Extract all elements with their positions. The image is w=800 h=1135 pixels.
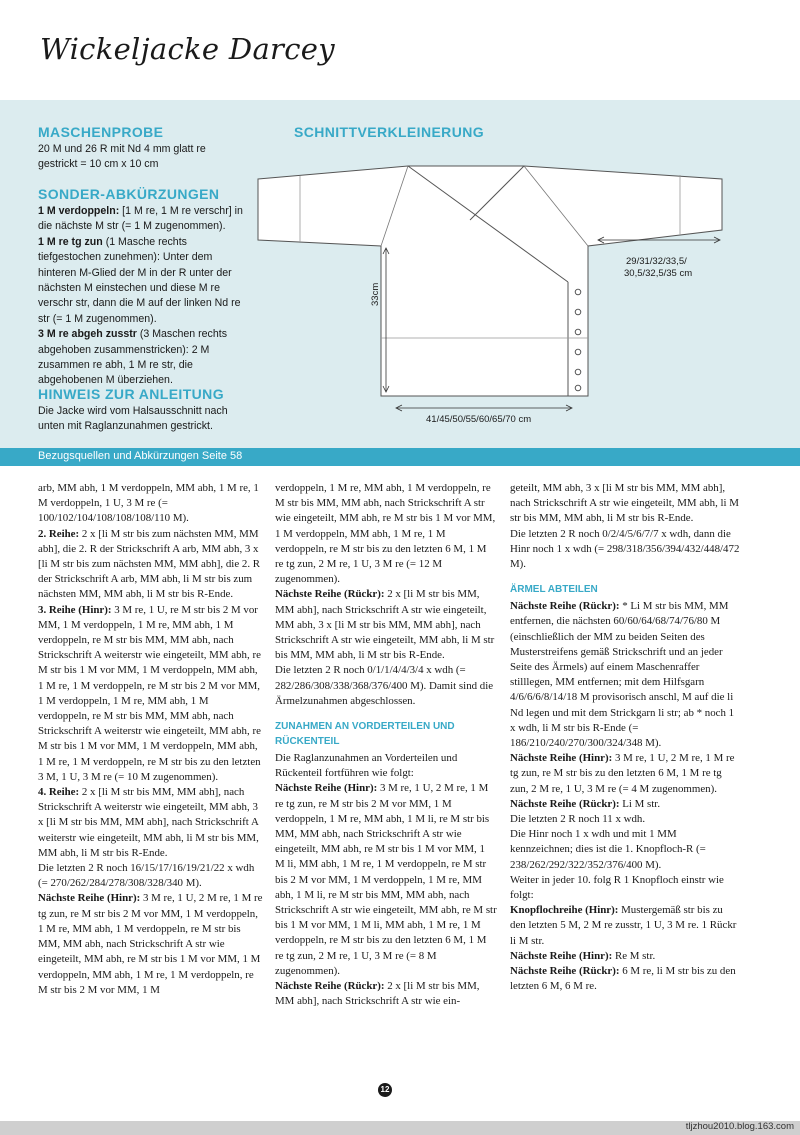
height-dimension-label: 33cm (370, 282, 381, 306)
instruction-text: Weiter in jeder 10. folg R 1 Knopfloch einstr wie folgt: (510, 873, 724, 902)
footer-watermark: tljzhou2010.blog.163.com (685, 1121, 794, 1132)
instruction-paragraph (510, 527, 740, 573)
instruction-paragraph (510, 599, 740, 751)
abkuerzung-term: 1 M verdoppeln: (38, 205, 120, 217)
instructions-column-2 (275, 481, 497, 1010)
abkuerzung-desc: (3 Maschen rechts abgehoben zusammenstricken): 2 M zusammen re abh, 1 M re str, die abgehobenen M überziehen. (38, 328, 227, 387)
instruction-text: geteilt, MM abh, 3 x [li M str bis MM, MM abh], nach Strickschrift A str wie eingeteilt, MM abh, li M str bis MM, MM abh, li M str bis R-Ende. (510, 482, 739, 525)
instruction-text: Die letzten 2 R noch 11 x wdh. (510, 813, 646, 826)
row-label: Nächste Reihe (Hinr): (510, 752, 613, 765)
instruction-paragraph (510, 827, 740, 873)
instruction-paragraph (510, 949, 740, 964)
instruction-text: Die Hinr noch 1 x wdh und mit 1 MM kennzeichnen; dies ist die 1. Knopfloch-R (= 238/262/292/322/352/376/400 M). (510, 828, 706, 871)
button-4 (575, 349, 581, 355)
abkuerzung-desc: (1 Masche rechts tiefgestochen zunehmen): Unter dem hinteren M-Glied der M in der R unter der nächsten M einstechen und diese M re verschr str, dann die M auf der linken Nd re str (= 1 M zugenommen). (38, 235, 241, 325)
instruction-text: 3 M re, 1 U, 2 M re, 1 M re tg zun, re M str bis 2 M vor MM, 1 M verdoppeln, 1 M re, MM abh, 1 M verdoppeln, re M str bis MM, MM abh, nach Strickschrift A str wie eingeteilt, MM abh, re M str bis 1 M vor MM, 1 M verdoppeln, MM abh, 1 M re, 1 M verdoppeln, re M str bis 2 M vor MM, 1 M (38, 892, 263, 996)
button-5 (575, 369, 581, 375)
instruction-text: Die Raglanzunahmen an Vorderteilen und Rückenteil fortführen wie folgt: (275, 752, 458, 780)
instruction-paragraph (510, 481, 740, 527)
jacket-schematic (256, 160, 776, 440)
instruction-paragraph (510, 964, 740, 994)
instruction-paragraph (275, 587, 497, 663)
source-bar-text: Bezugsquellen und Abkürzungen Seite 58 (38, 450, 243, 462)
button-2 (575, 309, 581, 315)
abkuerzungen-list (38, 204, 243, 389)
instruction-text: 2 x [li M str bis MM, MM abh], nach Strickschrift A weiterstr wie eingeteilt, MM abh, 3 x [li M str bis MM, MM abh], nach Strickschrift A weiterstr wie eingeteilt, MM abh, li M str bis MM, MM abh, li M str bis R-Ende. (38, 786, 259, 859)
instruction-text: Mustergemäß str bis zu den letzten 5 M, 2 M re zusstr, 1 U, 3 M re. 1 Rückr li M str. (510, 904, 737, 947)
abkuerzung-desc: [1 M re, 1 M re verschr] in die nächste M str (= 1 M zugenommen). (38, 205, 243, 233)
abkuerzung-item (38, 327, 243, 389)
row-label: Knopflochreihe (Hinr): (510, 904, 619, 917)
instruction-text: 2 x [li M str bis MM, MM abh], nach Strickschrift A str wie ein- (275, 980, 480, 1008)
instruction-text: Li M str. (619, 797, 661, 810)
row-label: Nächste Reihe (Rückr): (510, 797, 620, 810)
width-dimension-label: 41/45/50/55/60/65/70 cm (426, 414, 532, 425)
instruction-paragraph (38, 481, 263, 527)
source-bar (0, 448, 800, 466)
button-3 (575, 329, 581, 335)
button-6 (575, 385, 581, 391)
hinweis-text: Die Jacke wird vom Halsausschnitt nach unten mit Raglanzunahmen gestrickt. (38, 405, 228, 433)
sleeve-dimension-label-1: 29/31/32/33,5/ (626, 256, 687, 267)
instruction-text: 2 x [li M str bis zum nächsten MM, MM abh], die 2. R der Strickschrift A arb, MM abh, 3 x [li M str bis zum nächsten MM, MM abh], die 2. R der Strickschrift A arb, MM abh, li M str bis zum nächsten MM, MM abh, li M str bis R-Ende. (38, 527, 261, 601)
instruction-text: Die letzten 2 R noch 0/1/1/4/4/3/4 x wdh (= 282/286/308/338/368/376/400 M). Damit sind die Ärmelzunahmen abgeschlossen. (275, 664, 494, 707)
row-label: Nächste Reihe (Rückr): (510, 600, 620, 613)
instruction-paragraph (38, 785, 263, 861)
instruction-paragraph (275, 781, 497, 979)
section-subheading: ZUNAHMEN AN VORDERTEILEN UND RÜCKENTEIL (275, 721, 455, 748)
abkuerzung-item (38, 204, 243, 235)
instruction-text: * Li M str bis MM, MM entfernen, die nächsten 60/60/64/68/74/76/80 M (einschließlich der MM zu beiden Seiten des Musterstreifens gemäß Strickschrift und an jeder Seite des Ärmels) auf einem Maschenraffer stilllegen, MM entfernen; mit dem Hilfsgarn 4/6/6/6/8/14/18 M provisorisch anschl, M auf die li Nd legen und mit dem Strickgarn li str; ab * noch 1 x wdh, li M str bis R-Ende (= 186/210/240/270/300/324/348 M). (510, 600, 735, 750)
sleeve-dimension-label-2: 30,5/32,5/35 cm (624, 268, 693, 279)
row-label: Nächste Reihe (Rückr): (510, 965, 620, 978)
row-label: Nächste Reihe (Hinr): (38, 892, 141, 905)
instruction-paragraph (510, 873, 740, 903)
instruction-text: arb, MM abh, 1 M verdoppeln, MM abh, 1 M re, 1 M verdoppeln, 1 U, 3 M re (= 100/102/104/108/108/108/110 M). (38, 482, 259, 525)
page-number: 12 (378, 1083, 392, 1097)
instruction-paragraph (510, 751, 740, 797)
instruction-text: 6 M re, li M str bis zu den letzten 6 M, 6 M re. (510, 965, 736, 993)
schnitt-heading: SCHNITTVERKLEINERUNG (294, 124, 485, 140)
row-label: 4. Reihe: (38, 786, 80, 799)
instruction-paragraph (38, 861, 263, 891)
abkuerzungen-heading: SONDER-ABKÜRZUNGEN (38, 186, 220, 202)
row-label: 2. Reihe: (38, 527, 80, 540)
instruction-paragraph (275, 751, 497, 781)
instruction-text: Die letzten 2 R noch 16/15/17/16/19/21/22 x wdh (= 270/262/284/278/308/328/340 M). (38, 862, 255, 890)
abkuerzung-term: 1 M re tg zun (38, 235, 103, 248)
hinweis-heading: HINWEIS ZUR ANLEITUNG (38, 386, 224, 402)
row-label: Nächste Reihe (Hinr): (510, 949, 613, 962)
abkuerzung-item (38, 235, 243, 327)
instructions-column-3 (510, 481, 740, 995)
instruction-text: Re M str. (612, 949, 656, 962)
page-title: Wickeljacke Darcey (40, 32, 335, 66)
instruction-text: 3 M re, 1 U, re M str bis 2 M vor MM, 1 M verdoppeln, 1 M re, MM abh, 1 M verdoppeln, re M str bis MM, MM abh, nach Strickschrift A weiterstr wie eingeteilt, MM abh, re M str bis 1 M vor MM, 1 M verdoppeln, MM abh, 1 M re, 1 M verdoppeln, re M str bis 2 M vor MM, 1 M verdoppeln, 1 M re, MM abh, 1 M verdoppeln, re M str bis MM, MM abh, nach Strickschrift A weiterstr wie eingeteilt, MM abh, re M str bis 1 M vor MM, 1 M verdoppeln, MM abh, 1 M re, 1 M verdoppeln, re M str bis zu den letzten 3 M, 1 U, 3 M re (= 10 M zugenommen). (38, 603, 261, 783)
footer-bar (0, 1121, 800, 1135)
row-label: Nächste Reihe (Hinr): (275, 782, 378, 795)
instruction-text: 3 M re, 1 U, 2 M re, 1 M re tg zun, re M str bis zu den letzten 6 M, 1 M re tg zun, 2 M re, 1 U, 3 M re (= 4 M zugenommen). (510, 752, 735, 795)
instruction-paragraph (275, 481, 497, 587)
row-label: Nächste Reihe (Rückr): (275, 980, 385, 993)
instruction-paragraph (38, 603, 263, 785)
schematic-diagram (256, 160, 776, 440)
row-label: 3. Reihe (Hinr): (38, 603, 112, 616)
instruction-paragraph (510, 903, 740, 949)
abkuerzung-term: 3 M re abgeh zusstr (38, 328, 137, 341)
instruction-paragraph (38, 891, 263, 997)
section-subheading: ÄRMEL ABTEILEN (510, 584, 598, 596)
instruction-text: 2 x [li M str bis MM, MM abh], nach Strickschrift A str wie eingeteilt, MM abh, 3 x [li M str bis MM, MM abh], nach Strickschrift A str wie eingeteilt, MM abh, li M str bis MM, MM abh, li M str bis R-Ende. (275, 588, 495, 662)
instruction-paragraph (510, 797, 740, 812)
instruction-text: verdoppeln, 1 M re, MM abh, 1 M verdoppeln, re M str bis MM, MM abh, nach Strickschrift A str wie eingeteilt, MM abh, re M str bis 1 M vor MM, 1 M verdoppeln, MM abh, 1 M re, 1 M verdoppeln, re M str bis zu den letzten 6 M, 1 M re tg zun, 2 M re, 1 U, 3 M re (= 12 M zugenommen). (275, 482, 496, 586)
instructions-column-1 (38, 481, 263, 998)
instruction-paragraph (510, 812, 740, 827)
maschenprobe-text: 20 M und 26 R mit Nd 4 mm glatt re gestrickt = 10 cm x 10 cm (38, 143, 206, 171)
row-label: Nächste Reihe (Rückr): (275, 588, 385, 601)
instruction-paragraph (275, 979, 497, 1009)
instruction-text: Die letzten 2 R noch 0/2/4/5/6/7/7 x wdh, dann die Hinr noch 1 x wdh (= 298/318/356/394/432/448/472 M). (510, 527, 740, 571)
instruction-text: 3 M re, 1 U, 2 M re, 1 M re tg zun, re M str bis 2 M vor MM, 1 M verdoppeln, 1 M re, MM abh, 1 M li, re M str bis MM, MM abh, nach Strickschrift A str wie eingeteilt, MM abh, re M str bis 1 M vor MM, 1 M li, MM abh, 1 M re, 1 M verdoppeln, re M str bis 2 M vor MM, 1 M verdoppeln, 1 M re, MM abh, 1 M li, re M str bis MM, MM abh, nach Strickschrift A str wie eingeteilt, MM abh, re M str bis 1 M vor MM, 1 M li, MM abh, 1 M re, 1 M verdoppeln, re M str bis zu den letzten 6 M, 1 M re tg zun, 2 M re, 1 U, 3 M re (= 8 M zugenommen). (275, 782, 497, 977)
instruction-paragraph (275, 663, 497, 709)
button-1 (575, 289, 581, 295)
instruction-paragraph (38, 527, 263, 603)
maschenprobe-heading: MASCHENPROBE (38, 124, 164, 140)
